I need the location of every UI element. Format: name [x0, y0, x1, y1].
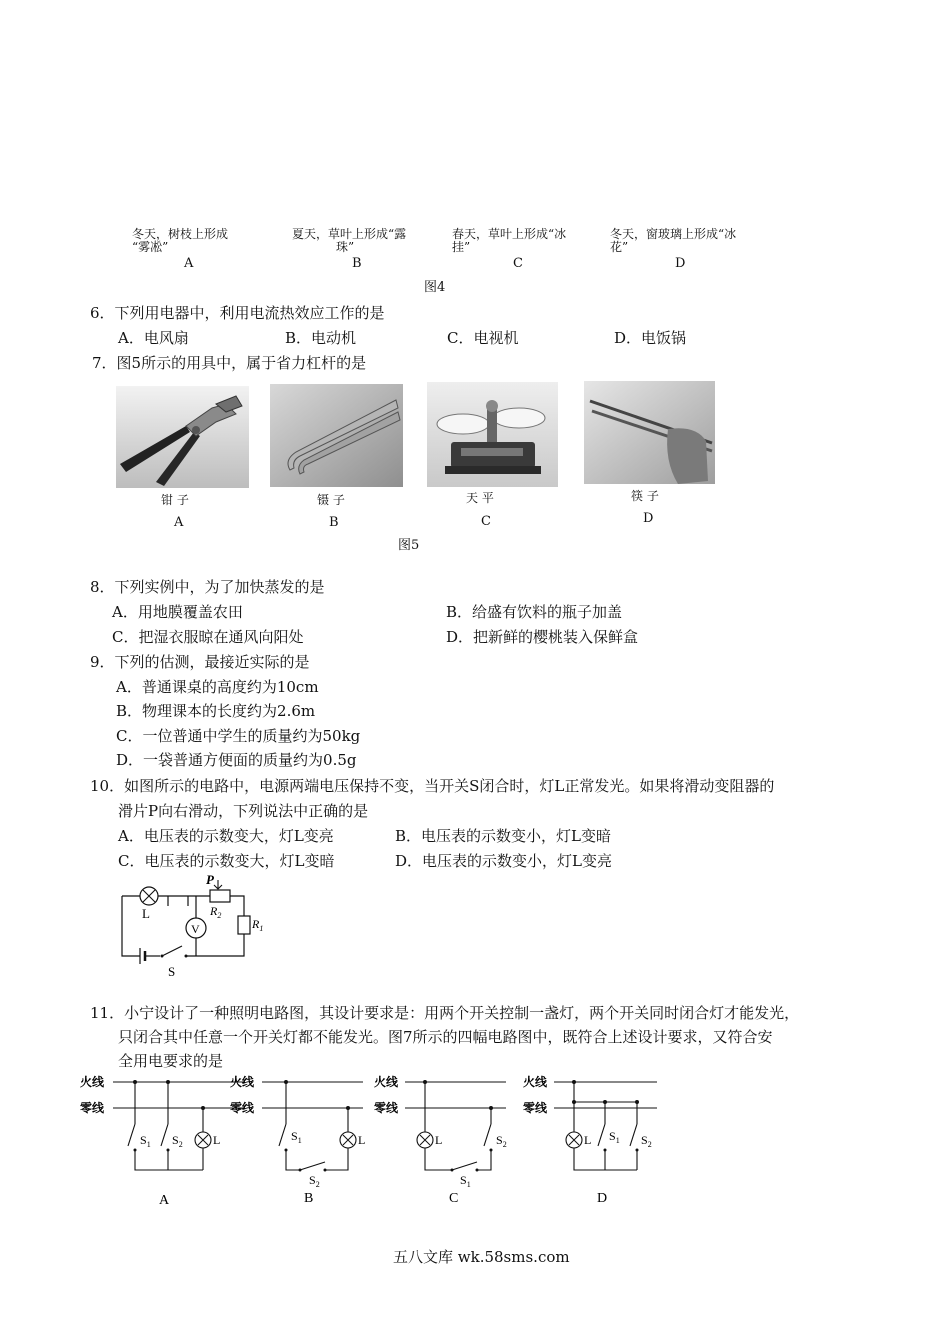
q10-option-c: C．电压表的示数变大，灯L变暗 [118, 852, 335, 870]
lamp-label-c: L [435, 1133, 443, 1147]
fig4-caption-d [610, 228, 736, 254]
caption-line: 夏天，草叶上形成“露 [292, 227, 407, 241]
switch2-sub-b: 2 [315, 1180, 320, 1189]
q6-option-a: A．电风扇 [118, 329, 189, 347]
chopsticks-photo [584, 381, 715, 484]
q10-circuit-diagram [110, 872, 280, 977]
neutral-label-c: 零线 [374, 1101, 399, 1115]
switch1-label-b: S [291, 1129, 298, 1143]
switch1-sub-a: 1 [146, 1140, 151, 1149]
live-label-b: 火线 [230, 1075, 255, 1089]
q10-stem-line1: 10．如图所示的电路中，电源两端电压保持不变，当开关S闭合时，灯L正常发光。如果将滑动变阻器的 [90, 777, 775, 795]
q7-letter-b: B [329, 515, 339, 530]
q10-option-b: B．电压表的示数变小，灯L变暗 [395, 827, 611, 845]
caption-line: 挂” [452, 240, 471, 254]
switch2-label-d: S [641, 1133, 648, 1147]
q8-option-b: B．给盛有饮料的瓶子加盖 [446, 603, 623, 621]
svg-text:S1 [609, 1129, 620, 1145]
q6-option-b: B．电动机 [285, 329, 357, 347]
caption-line: 珠” [336, 240, 355, 254]
resistor-subscript: 1 [259, 924, 264, 933]
pliers-photo [116, 386, 249, 488]
svg-text:S1 [140, 1133, 151, 1149]
resistor-label: R [252, 917, 260, 931]
fig4-letter-d: D [675, 256, 686, 271]
caption-line: 花” [610, 240, 629, 254]
caption-line: 冬天，窗玻璃上形成“冰 [610, 227, 737, 241]
q10-option-a: A．电压表的示数变大，灯L变亮 [118, 827, 334, 845]
q8-stem: 8．下列实例中，为了加快蒸发的是 [90, 578, 325, 596]
rheostat-label: R [210, 904, 218, 918]
lamp-label-d: L [584, 1133, 592, 1147]
switch-label: S [168, 964, 176, 977]
q10-stem-line2: 滑片P向右滑动，下列说法中正确的是 [118, 802, 369, 820]
q7-name-c: 天 平 [466, 491, 494, 505]
switch1-sub-c: 1 [466, 1180, 471, 1189]
q7-letter-d: D [643, 511, 654, 526]
lamp-label-b: L [358, 1133, 366, 1147]
q11-stem-line3: 全用电要求的是 [118, 1052, 224, 1070]
lamp-label: L [142, 906, 150, 921]
switch2-label-a: S [172, 1133, 179, 1147]
caption-line: 春天，草叶上形成“冰 [452, 227, 567, 241]
switch2-sub-a: 2 [178, 1140, 183, 1149]
q9-option-d: D．一袋普通方便面的质量约为0.5g [116, 751, 357, 769]
svg-text:S2 [641, 1133, 652, 1149]
q7-name-b: 镊 子 [317, 493, 345, 507]
q8-option-c: C．把湿衣服晾在通风向阳处 [112, 628, 304, 646]
svg-text:S2 [496, 1133, 507, 1149]
live-label-c: 火线 [374, 1075, 399, 1089]
live-label-a: 火线 [80, 1075, 105, 1089]
q9-stem: 9．下列的估测，最接近实际的是 [90, 653, 310, 671]
lamp-symbol [140, 887, 158, 905]
rheostat-subscript: 2 [217, 911, 222, 920]
q9-option-a: A．普通课桌的高度约为10cm [116, 678, 319, 696]
fig4-letter-a: A [184, 256, 194, 271]
fig4-caption-a [132, 228, 228, 254]
slider-label: P [206, 872, 214, 887]
q11-circuit-diagrams [80, 1068, 670, 1212]
tweezers-photo [270, 384, 403, 487]
lamp-label-a: L [213, 1133, 221, 1147]
svg-text:R1 [251, 917, 263, 933]
q11-letter-c: C [449, 1191, 459, 1206]
svg-text:R2 [209, 904, 221, 920]
q6-option-c: C．电视机 [447, 329, 519, 347]
fig4-letter-c: C [513, 256, 523, 271]
switch1-label-c: S [460, 1173, 467, 1187]
q11-letter-a: A [159, 1193, 170, 1208]
footer-watermark: 五八文库 wk.58sms.com [393, 1248, 570, 1266]
q7-letter-c: C [481, 514, 491, 529]
switch1-label-d: S [609, 1129, 616, 1143]
q9-option-c: C．一位普通中学生的质量约为50kg [116, 727, 361, 745]
q11-letter-d: D [597, 1191, 608, 1206]
q7-letter-a: A [174, 515, 184, 530]
voltmeter-label: V [191, 922, 200, 936]
fig4-label: 图4 [424, 280, 446, 295]
q11-letter-b: B [304, 1191, 314, 1206]
q7-name-a: 钳 子 [161, 493, 189, 507]
switch1-sub-b: 1 [297, 1136, 302, 1145]
caption-line: “雾凇” [132, 240, 169, 254]
switch2-sub-c: 2 [502, 1140, 507, 1149]
switch2-label-c: S [496, 1133, 503, 1147]
q11-stem-line2: 只闭合其中任意一个开关灯都不能发光。图7所示的四幅电路图中，既符合上述设计要求，又符合安 [118, 1028, 773, 1046]
fig5-label: 图5 [398, 538, 420, 553]
q11-stem-line1: 11．小宁设计了一种照明电路图，其设计要求是：用两个开关控制一盏灯，两个开关同时闭合灯才能发光， [90, 1004, 800, 1022]
svg-text:S1 [460, 1173, 471, 1189]
q6-stem: 6．下列用电器中，利用电流热效应工作的是 [90, 304, 385, 322]
fig4-caption-b [292, 228, 406, 254]
live-label-d: 火线 [523, 1075, 548, 1089]
q10-option-d: D．电压表的示数变小，灯L变亮 [395, 852, 612, 870]
neutral-label-b: 零线 [230, 1101, 255, 1115]
switch1-sub-d: 1 [615, 1136, 620, 1145]
fig4-letter-b: B [352, 256, 362, 271]
svg-text:S2 [309, 1173, 320, 1189]
q9-option-b: B．物理课本的长度约为2.6m [116, 702, 316, 720]
switch2-label-b: S [309, 1173, 316, 1187]
caption-line: 冬天，树枝上形成 [132, 227, 229, 241]
q7-name-d: 筷 子 [631, 489, 659, 503]
neutral-label-d: 零线 [523, 1101, 548, 1115]
neutral-label-a: 零线 [80, 1101, 105, 1115]
switch2-sub-d: 2 [647, 1140, 652, 1149]
q8-option-d: D．把新鲜的樱桃装入保鲜盒 [446, 628, 639, 646]
q8-option-a: A．用地膜覆盖农田 [112, 603, 243, 621]
q6-option-d: D．电饭锅 [614, 329, 687, 347]
balance-photo [427, 382, 558, 487]
fig4-caption-c [452, 228, 566, 254]
switch1-label-a: S [140, 1133, 147, 1147]
svg-text:S1 [291, 1129, 302, 1145]
svg-text:S2 [172, 1133, 183, 1149]
q7-stem: 7．图5所示的用具中，属于省力杠杆的是 [92, 354, 367, 372]
